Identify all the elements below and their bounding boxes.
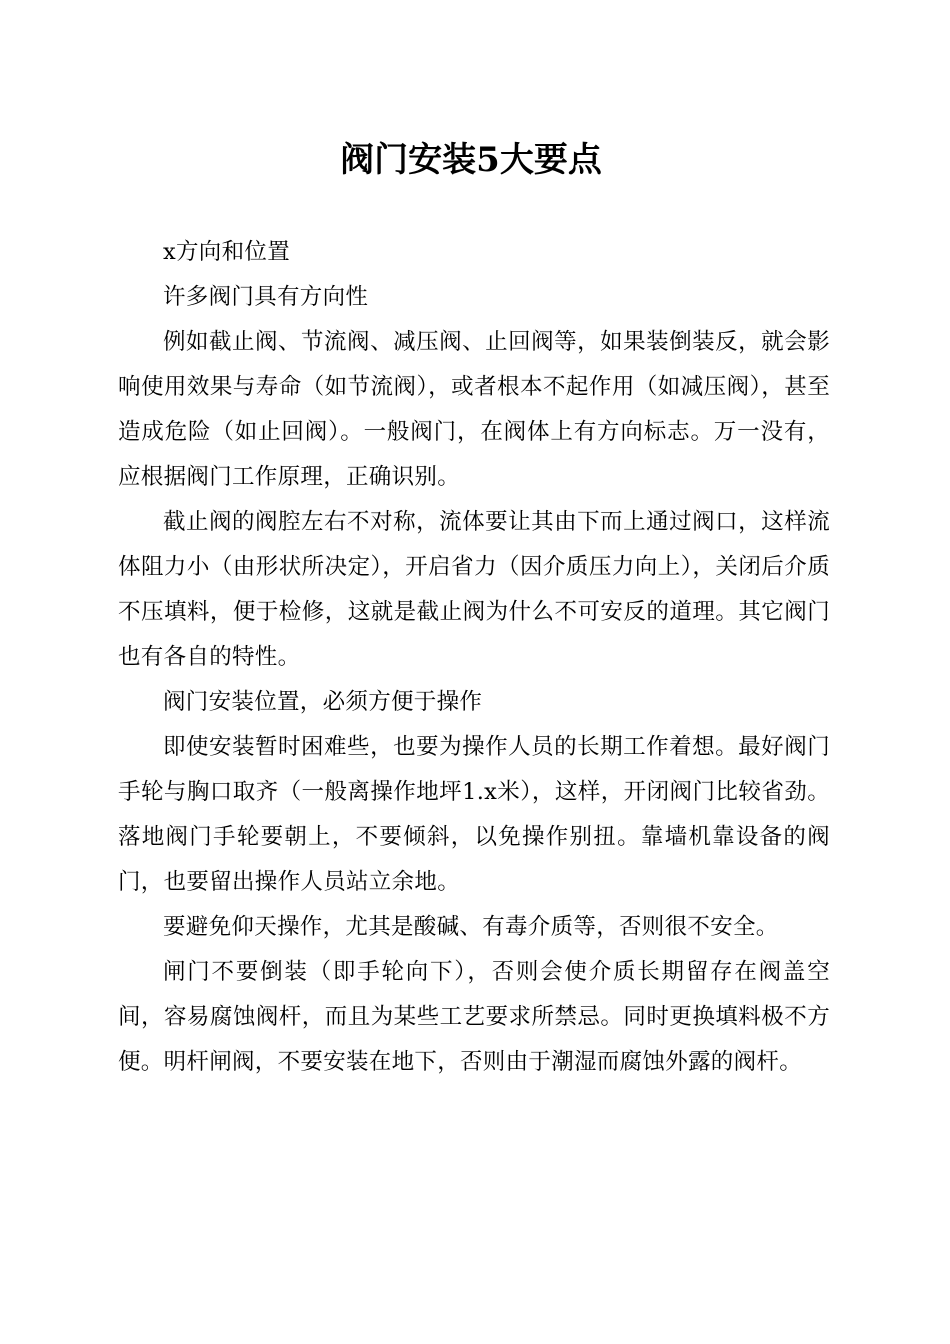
paragraph: 闸门不要倒装（即手轮向下），否则会使介质长期留存在阀盖空间，容易腐蚀阀杆，而且为某些工艺要求所禁忌。同时更换填料极不方便。明杆闸阀，不要安装在地下，否则由于潮湿而腐蚀外露的阀杆。 bbox=[118, 959, 830, 1075]
paragraph-subheading: 阀门安装位置，必须方便于操作 bbox=[163, 689, 483, 715]
paragraph-section-heading: x方向和位置 bbox=[163, 239, 290, 265]
paragraph-subheading: 许多阀门具有方向性 bbox=[163, 284, 369, 310]
paragraph: 例如截止阀、节流阀、减压阀、止回阀等，如果装倒装反，就会影响使用效果与寿命（如节流阀），或者根本不起作用（如减压阀），甚至造成危险（如止回阀）。一般阀门，在阀体上有方向标志。万一没有，应根据阀门工作原理，正确识别。 bbox=[118, 329, 830, 490]
paragraph: 即使安装暂时困难些，也要为操作人员的长期工作着想。最好阀门手轮与胸口取齐（一般离操作地坪1.x米），这样，开闭阀门比较省劲。落地阀门手轮要朝上，不要倾斜，以免操作别扭。靠墙机靠设备的阀门，也要留出操作人员站立余地。 bbox=[118, 734, 830, 895]
paragraph: 要避免仰天操作，尤其是酸碱、有毒介质等，否则很不安全。 bbox=[163, 914, 779, 940]
document-body bbox=[118, 230, 830, 1085]
document-title: 阀门安装5大要点 bbox=[340, 140, 602, 180]
paragraph: 截止阀的阀腔左右不对称，流体要让其由下而上通过阀口，这样流体阻力小（由形状所决定），开启省力（因介质压力向上），关闭后介质不压填料，便于检修，这就是截止阀为什么不可安反的道理。其它阀门也有各自的特性。 bbox=[118, 509, 830, 670]
